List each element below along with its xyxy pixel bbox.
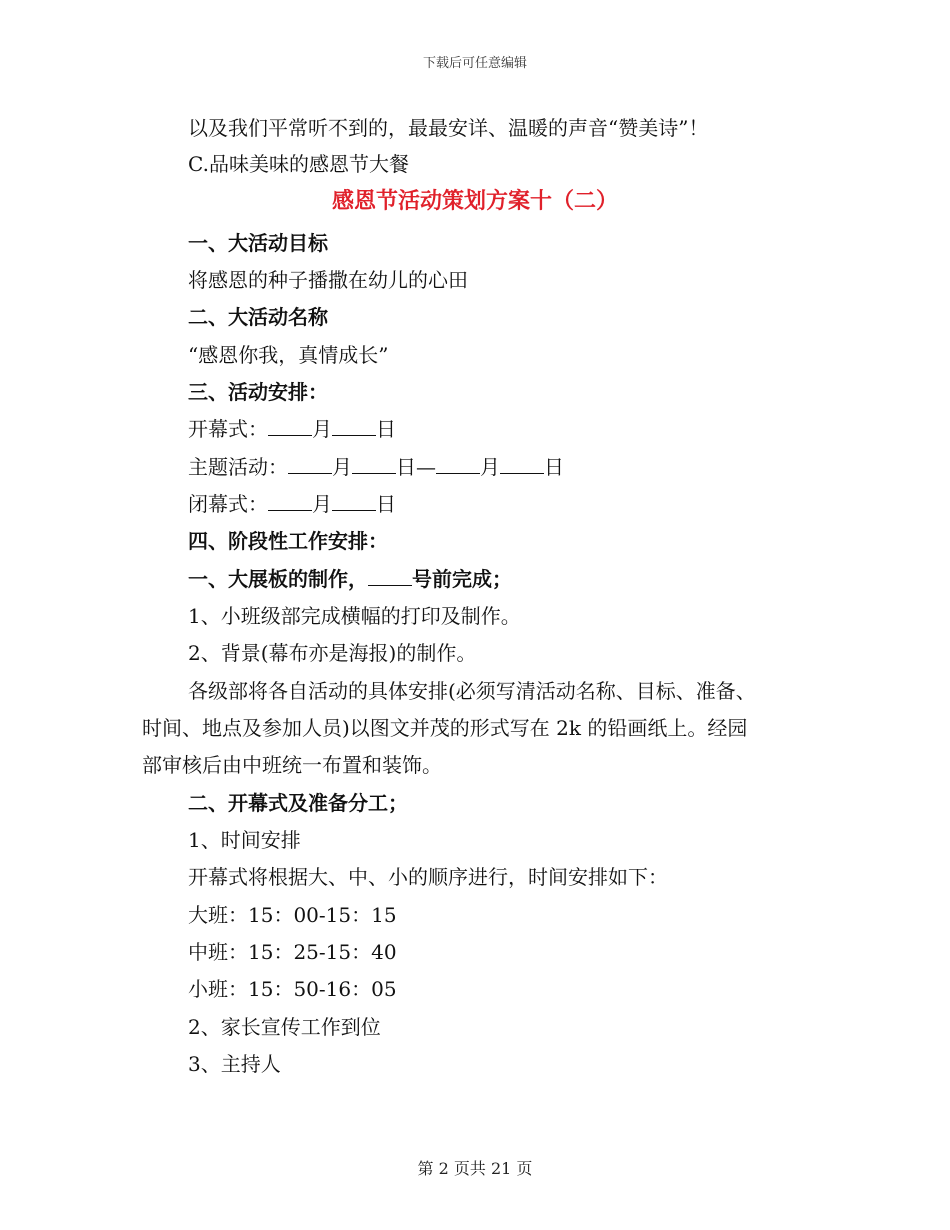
month-label: 月 — [312, 492, 332, 516]
page-header-note: 下载后可任意编辑 — [422, 56, 527, 71]
month-label: 月 — [332, 455, 352, 479]
blank-line — [288, 453, 332, 474]
sub-1-paragraph-line-3: 部审核后由中班统一布置和装饰。 — [142, 753, 442, 777]
blank-line — [368, 565, 412, 586]
opening-label: 开幕式： — [188, 417, 268, 441]
schedule-row-small-class: 小班：15：50-16：05 — [188, 977, 397, 1001]
sub-2-item-2: 2、家长宣传工作到位 — [188, 1015, 381, 1039]
sub-2-item-1: 1、时间安排 — [188, 828, 301, 852]
sub-1-heading-suffix: 号前完成； — [412, 567, 512, 591]
opening-date-row — [188, 415, 396, 443]
blank-line — [332, 490, 376, 511]
day-label: 日 — [376, 492, 396, 516]
theme-date-row — [188, 453, 564, 481]
schedule-row-middle-class: 中班：15：25-15：40 — [188, 940, 397, 964]
section-2-heading: 二、大活动名称 — [188, 305, 328, 329]
section-3-heading: 三、活动安排： — [188, 380, 328, 404]
day-dash-label: 日— — [396, 455, 436, 479]
sub-2-heading: 二、开幕式及准备分工； — [188, 791, 408, 815]
intro-line-2: C.品味美味的感恩节大餐 — [188, 152, 409, 176]
blank-line — [332, 415, 376, 436]
blank-line — [352, 453, 396, 474]
section-2-body: “感恩你我，真情成长” — [188, 343, 389, 367]
sub-1-paragraph-line-1: 各级部将各自活动的具体安排(必须写清活动名称、目标、准备、 — [188, 679, 756, 703]
closing-date-row — [188, 490, 396, 518]
sub-1-heading — [188, 565, 512, 593]
theme-label: 主题活动： — [188, 455, 288, 479]
sub-1-item-2: 2、背景(幕布亦是海报)的制作。 — [188, 641, 477, 665]
page-footer-note: 第 2 页共 21 页 — [417, 1159, 533, 1178]
blank-line — [500, 453, 544, 474]
sub-1-item-1: 1、小班级部完成横幅的打印及制作。 — [188, 604, 521, 628]
blank-line — [268, 490, 312, 511]
closing-label: 闭幕式： — [188, 492, 268, 516]
blank-line — [268, 415, 312, 436]
intro-line-1: 以及我们平常听不到的，最最安详、温暖的声音“赞美诗”！ — [188, 116, 709, 140]
month-label: 月 — [312, 417, 332, 441]
sub-2-item-3: 3、主持人 — [188, 1052, 281, 1076]
section-4-heading: 四、阶段性工作安排： — [188, 529, 388, 553]
sub-1-paragraph-line-2: 时间、地点及参加人员)以图文并茂的形式写在 2k 的铅画纸上。经园 — [142, 716, 748, 740]
blank-line — [436, 453, 480, 474]
sub-1-heading-prefix: 一、大展板的制作， — [188, 567, 368, 591]
document-title: 感恩节活动策划方案十（二） — [331, 188, 618, 214]
section-1-body: 将感恩的种子播撒在幼儿的心田 — [188, 268, 468, 292]
day-label: 日 — [376, 417, 396, 441]
schedule-row-large-class: 大班：15：00-15：15 — [188, 903, 397, 927]
section-1-heading: 一、大活动目标 — [188, 231, 328, 255]
month-label: 月 — [480, 455, 500, 479]
sub-2-intro: 开幕式将根据大、中、小的顺序进行，时间安排如下： — [188, 865, 668, 889]
day-label: 日 — [544, 455, 564, 479]
